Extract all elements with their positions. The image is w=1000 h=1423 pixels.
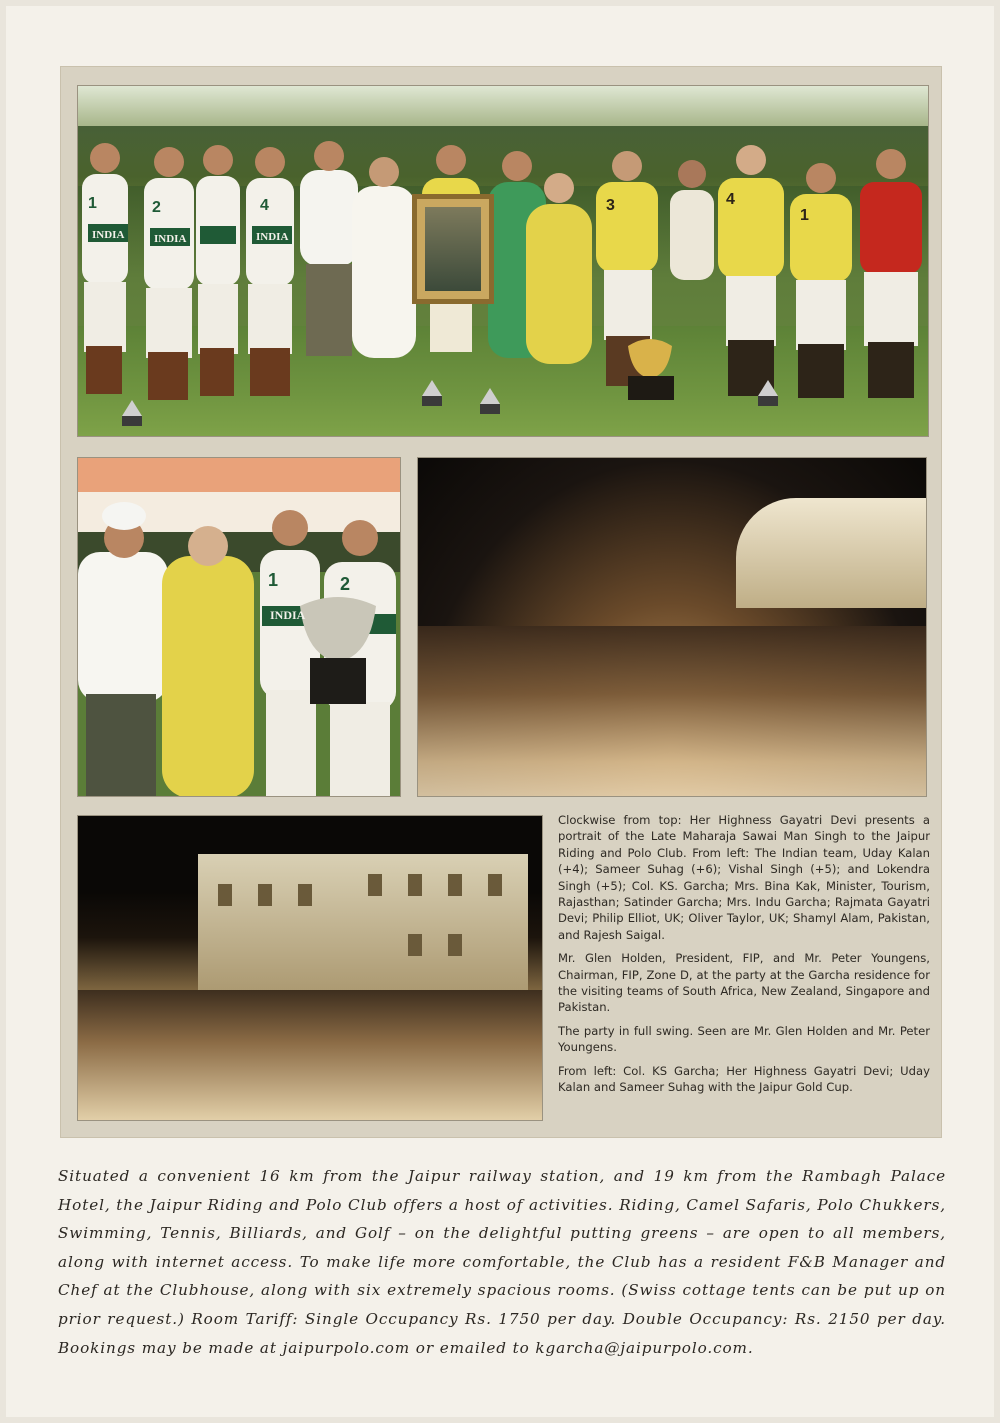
jersey-number-3: 3 <box>606 197 615 214</box>
jersey-number-1: 1 <box>268 570 279 590</box>
jersey-number-1: 1 <box>88 195 97 212</box>
jersey-number-4: 4 <box>260 197 269 214</box>
caption-2: Mr. Glen Holden, President, FIP, and Mr. Peter Youngens, Chairman, FIP, Zone D, at the party at the Garcha residence for the visiting teams of South Africa, New Zealand, Singapore and Pakistan. <box>558 951 930 1015</box>
party-in-full-swing-photo <box>77 815 543 1121</box>
jersey-number-2: 2 <box>152 199 161 216</box>
caption-1: Clockwise from top: Her Highness Gayatri Devi presents a portrait of the Late Maharaja Sawai Man Singh to the Jaipur Riding and Polo Club. From left: The Indian team, Uday Kalan (+4); Sameer Suhag (+6); Vishal Singh (+5); and Lokendra Singh (+5); Col. KS. Garcha; Mrs. Bina Kak, Minister, Tourism, Rajasthan; Satinder Garcha; Mrs. Indu Garcha; Rajmata Gayatri Devi; Philip Elliot, UK; Oliver Taylor, UK; Shamyl Alam, Pakistan, and Rajesh Saigal. <box>558 813 930 942</box>
group-photo-polo-ground <box>77 85 929 437</box>
india-shirt-text: INDIA <box>256 231 289 243</box>
trophy-presentation-photo <box>77 457 401 797</box>
garcha-residence-building <box>198 854 528 1004</box>
maharaja-portrait-frame <box>412 194 494 304</box>
jersey-number-2: 2 <box>340 574 351 594</box>
india-shirt-text: INDIA <box>154 233 187 245</box>
india-players <box>82 143 294 400</box>
club-description-text: Situated a convenient 16 km from the Jaipur railway station, and 19 km from the Rambagh Palace Hotel, the Jaipur Riding and Polo Club offers a host of activities. Riding, Camel Safaris, Polo Chukkers, Swimming, Tennis, Billiards, and Golf – on the delightful putting greens – are open to all members, along with internet access. To make life more comfortable, the Club has a resident F&B Manager and Chef at the Clubhouse, along with six extremely spacious rooms. (Swiss cottage tents can be put up on prior request.) Room Tariff: Single Occupancy Rs. 1750 per day. Double Occupancy: Rs. 2150 per day. Bookings may be made at jaipurpolo.com or emailed to kgarcha@jaipurpolo.com. <box>58 1167 947 1357</box>
portrait-image <box>425 207 481 291</box>
night-party-photo <box>417 457 927 797</box>
party-crowd <box>418 626 926 796</box>
photo-captions <box>558 812 930 1103</box>
india-shirt-text: INDIA <box>270 608 306 622</box>
india-shirt-text: INDIA <box>92 229 125 241</box>
caption-4: From left: Col. KS Garcha; Her Highness Gayatri Devi; Uday Kalan and Sameer Suhag with the Jaipur Gold Cup. <box>558 1063 930 1095</box>
jersey-number-1: 1 <box>800 207 809 224</box>
group-figures <box>78 86 929 437</box>
photo-panel <box>60 66 942 1138</box>
party-crowd <box>78 990 542 1120</box>
jersey-number-4: 4 <box>726 191 735 208</box>
clubhouse-building <box>736 498 926 608</box>
presentation-figures <box>78 458 401 797</box>
caption-3: The party in full swing. Seen are Mr. Glen Holden and Mr. Peter Youngens. <box>558 1023 930 1055</box>
